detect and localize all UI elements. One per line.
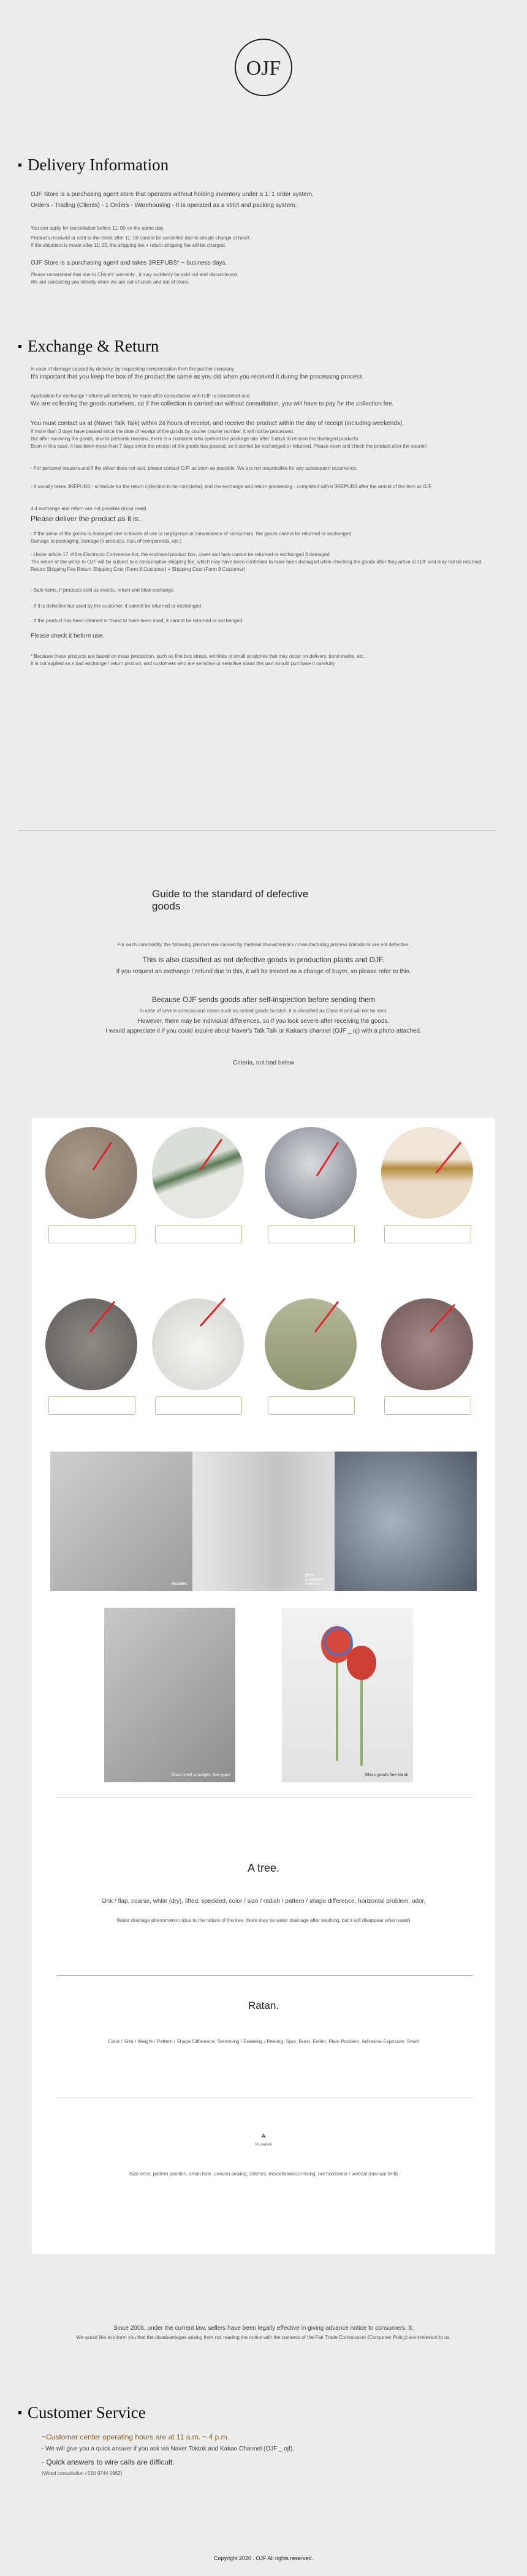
footer-copyright: Copyright 2020 . OJF All rights reserved. xyxy=(213,2555,314,2561)
caption-box xyxy=(48,1396,135,1415)
defect-line: If you request an exchange / refund due to this, it will be treated as a change of buyer, so please refer to this. xyxy=(116,968,411,975)
service-phone: (Wired consultation / 010 9744 0962) xyxy=(42,2471,123,2476)
exchange-line: * Because these products are based on mass production, such as fine box stress, wrinkles or small scratches that may occur on delivery, bond marks, etc. xyxy=(31,653,365,659)
caption-box xyxy=(268,1225,355,1243)
tree-title: A tree. xyxy=(247,1862,280,1874)
exchange-line: 4.4 exchange and return are not possible (must read) xyxy=(31,506,146,511)
law-line: We would like to inform you that the disadvantages arising from not reading the notice with the contents of the Fair Trade Commission (Consumer Policy) are irrelevant to us. xyxy=(76,2335,451,2340)
glass-photo xyxy=(192,1452,335,1591)
defect-line: Because OJF sends goods after self-inspection before sending them xyxy=(151,995,376,1004)
photo-caption: Glass goods fine blank xyxy=(365,1773,408,1777)
bullet-icon xyxy=(18,2411,21,2414)
defect-line: I would appreciate it if you could inquire about Naver's Talk Talk or Kakao's channel (OJF _ oj) with a photo attached. xyxy=(105,1028,422,1034)
exchange-line: - If it is defective but used by the customer, it cannot be returned or exchanged xyxy=(31,603,201,609)
delivery-text xyxy=(31,191,496,285)
service-hours: ~Customer center operating hours are at 11 a.m. ~ 4 p.m. xyxy=(42,2433,229,2441)
ratan-line: Color / Size / Weight / Pattern / Shape Difference, Stemming / Breaking / Peeling, Spot, Burst, Follim, Plain Problem, Adhesive Exposure, Smell xyxy=(108,2039,419,2044)
service-line: - Quick answers to wire calls are difficult. xyxy=(42,2458,175,2466)
ojf-logo xyxy=(233,37,294,98)
exchange-line: - Sale items, if products sold as events, return and blow exchange xyxy=(31,587,174,593)
red-arrows xyxy=(32,1289,495,1412)
defect-line: However, there may be individual differences, so if you look severe after receiving the goods. xyxy=(137,1018,390,1025)
section-divider xyxy=(18,830,496,831)
exchange-line: - For personal reasons and if the driver does not visit, please contact OJF as soon as possible. We are not responsible for any subsequent occurrence. xyxy=(31,465,358,471)
fabric-line: Size error, pattern position, small hole, uneven sewing, stitches, miscellaneous mixing, not horizontal / vertical (manual limit) xyxy=(129,2171,398,2177)
exchange-line: It's important that you keep the box of the product the same as you did when you received it during the processing process. xyxy=(31,374,365,380)
delivery-line: You can apply for cancellation before 11: 00 on the same day. xyxy=(31,225,164,231)
exchange-line: - It usually takes 3REPUBS - schedule for the return collection to be completed, and the exchange and return processing - completed within 3REPUBS after the arrival of the item at OJF. xyxy=(31,484,433,489)
exchange-line: We are collecting the goods ourselves, so if the collection is carried out without consultation, you will have to pay for the collection fee. xyxy=(31,401,394,407)
service-line: - We will give you a quick answer if you ask via Naver Toktok and Kakao Channel (OJF _ ojf). xyxy=(42,2446,295,2452)
caption-box xyxy=(155,1396,242,1415)
law-notice xyxy=(25,2325,502,2341)
caption-box xyxy=(384,1225,471,1243)
delivery-line: Orders - Trading (Clients) - 1 Orders - Warehousing - It is operated as a strict and packing system. xyxy=(31,202,297,209)
delivery-line: OJF Store is a purchasing agent store that operates without holding inventory under a 1: 1 order system. xyxy=(31,191,314,198)
caption-box xyxy=(155,1225,242,1243)
bullet-icon xyxy=(18,164,21,167)
defect-line: In case of severe conspicuous cases such as sealed goods Scratch, it is classified as Class B and will not be sent. xyxy=(139,1008,388,1014)
criteria-heading: Criteria, not bad below xyxy=(232,1060,295,1066)
panel-divider xyxy=(56,1975,473,1976)
defect-intro xyxy=(37,942,490,1067)
caption-box xyxy=(48,1225,135,1243)
delivery-line: Products received or sent to the client after 11: 00 cannot be cancelled due to simple change of heart. xyxy=(31,235,251,241)
law-line: Since 2006, under the current law, sellers have been legally effective in giving advance notice to consumers. It. xyxy=(113,2325,414,2332)
fabric-subtitle: Housepink xyxy=(254,2143,273,2147)
delivery-line: Please understand that due to China's' warranty , it may suddenly be sold out and discontinued. xyxy=(31,272,238,277)
glass-photo xyxy=(104,1608,235,1782)
exchange-line: If more than 3 days have passed since the date of receipt of the goods by courier courier number, it will not be processed. xyxy=(31,429,295,434)
exchange-line: But after receiving the goods, due to personal reasons, there is a customer who opened the package late after 3 days to receive the damaged products. xyxy=(31,436,360,442)
exchange-text xyxy=(31,366,502,667)
exchange-line: Even in this case, it has been more than 7 days since the receipt of the goods has passed, so it cannot be exchanged or returned. Please open and check the product after the courier! xyxy=(31,443,428,449)
glass-photo xyxy=(335,1452,477,1591)
exchange-line: - If the value of the goods is damaged due to traces of use or negligence or convenience of consumers, the goods cannot be returned or exchanged xyxy=(31,531,352,537)
delivery-title: Delivery Information xyxy=(18,156,169,175)
defect-examples-panel xyxy=(32,1118,495,2254)
tree-line: Water drainage phenomenon (due to the nature of the tree, there may be water drainage after washing, but it will disappear when used) xyxy=(116,1918,411,1923)
exchange-line: Application for exchange / refund will definitely be made after consultation with OJF is completed and xyxy=(31,393,250,399)
photo-caption: Bitter customer benefits xyxy=(305,1573,323,1586)
service-title: Customer Service xyxy=(18,2403,146,2422)
tree-line: Onk / flap, coarse, white (dry), lifted, speckled, color / size / radish / pattern / shape difference, horizontal problem, odor, xyxy=(101,1898,426,1905)
exchange-line: Damage to packaging, damage to products, loss of components, etc.) xyxy=(31,538,182,544)
logo-text: OJF xyxy=(246,57,281,80)
exchange-line: Return Shipping Fee Return Shipping Cost (Form 8 Customer) + Shipping Cost (Form 8 Customer) xyxy=(31,567,246,572)
photo-caption: Glass shell smudges, fine gaps xyxy=(171,1773,230,1777)
photo-caption: Bubbles xyxy=(172,1582,188,1586)
exchange-line: - If the product has been cleaned or found to have been used, it cannot be returned or exchanged xyxy=(31,618,243,623)
bullet-icon xyxy=(18,345,21,348)
exchange-line: The return of the writer to OJF will be subject to a consumptive shipping fee, which may have been confirmed to have been damaged while checking the goods after they arrive at OJF and may not be returned. xyxy=(31,559,483,565)
delivery-line: OJF Store is a purchasing agent and takes 3REPUBS* ~ business days. xyxy=(31,260,227,266)
caption-box xyxy=(268,1396,355,1415)
defect-line: This is also classified as not defective goods in production plants and OJF. xyxy=(142,955,385,964)
red-arrows xyxy=(32,1118,495,1240)
glass-photo xyxy=(282,1608,413,1782)
exchange-line: You must contact us at (Naver Talk Talk) within 24 hours of receipt, and receive the product within the day of receipt (including weekends). xyxy=(31,420,404,427)
caption-box xyxy=(384,1396,471,1415)
defect-intro-line: For each commodity, the following phenomena caused by material characteristics / manufacturing process limitations are not defective. xyxy=(117,942,410,947)
tulip-illustration xyxy=(282,1608,413,1782)
exchange-line: It is not applied as a bad exchange / return product, and customers who are sensitive or sensitive about this part should purchase it carefully. xyxy=(31,661,336,666)
exchange-line: - Under article 17 of the Electronic Commerce Act, the enclosed product box, cover and tack cannot be returned or exchanged if damaged xyxy=(31,552,330,557)
delivery-line: We are contacting you directly when we are out of stock and out of stock. xyxy=(31,279,189,285)
ratan-title: Ratan. xyxy=(248,2000,279,2011)
exchange-title: Exchange & Return xyxy=(18,337,159,356)
service-text xyxy=(42,2433,495,2477)
defect-title: Guide to the standard of defective goods xyxy=(152,888,309,912)
exchange-line: In case of damage caused by delivery, by requesting compensation from the partner company xyxy=(31,366,235,372)
exchange-line: Please deliver the product as it is.. xyxy=(31,514,143,523)
fabric-title: A xyxy=(261,2133,266,2140)
delivery-line: If the shipment is made after 11: 00, the shipping fee + return shipping fee will be charged. xyxy=(31,243,226,248)
exchange-line: Please check it before use. xyxy=(31,633,105,639)
glass-photo xyxy=(50,1452,192,1591)
